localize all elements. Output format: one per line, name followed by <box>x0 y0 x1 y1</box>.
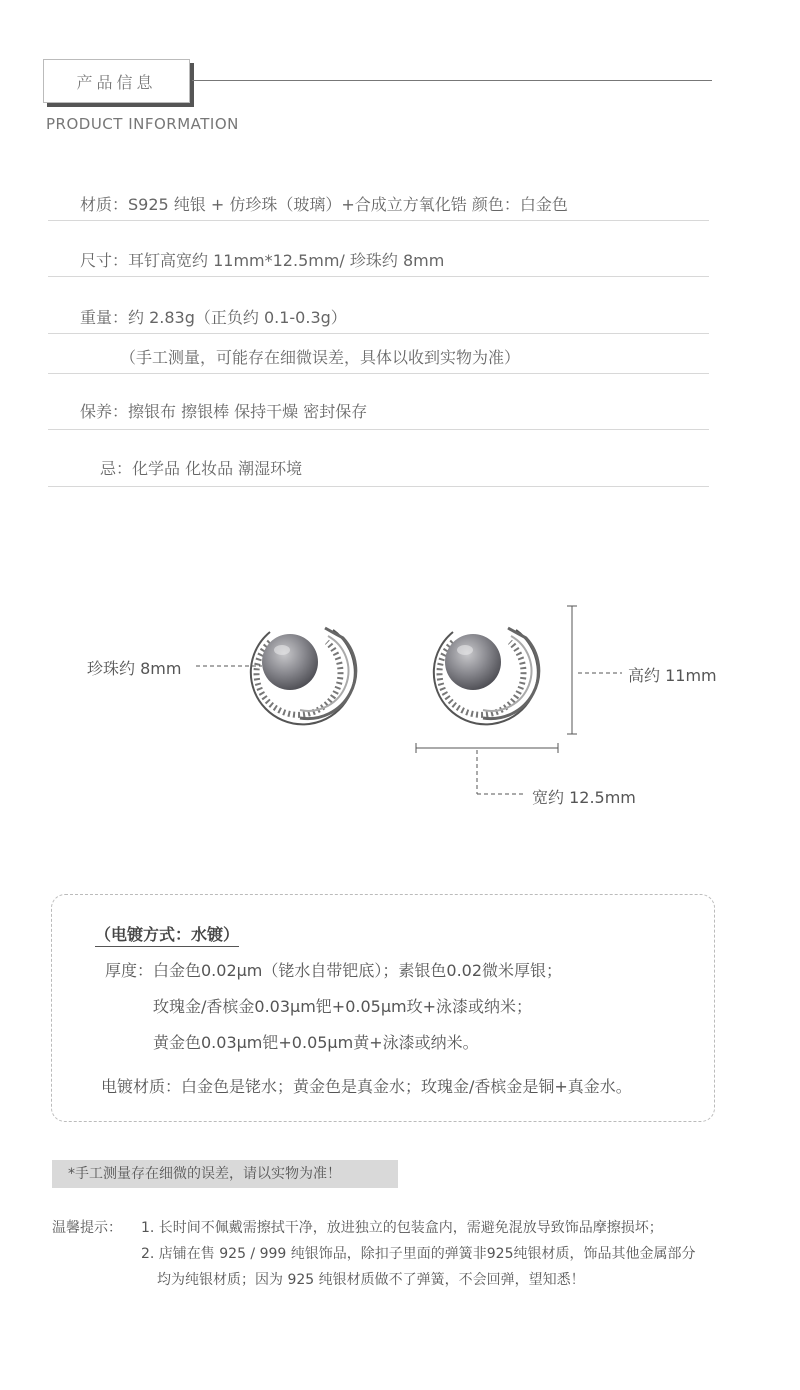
pearl-icon <box>262 634 318 690</box>
spec-row-size <box>48 238 709 277</box>
plating-thickness-1: 厚度：白金色0.02μm（铑水自带钯底）；素银色0.02微米厚银； <box>105 961 563 980</box>
plating-heading <box>95 922 239 945</box>
section-subtitle: PRODUCT INFORMATION <box>46 115 239 133</box>
pearl-size-label: 珍珠约 8mm <box>87 659 182 678</box>
spec-weight-note-text: （手工测量，可能存在细微误差，具体以收到实物为准） <box>120 348 521 367</box>
spec-row-material <box>48 182 709 221</box>
tips-label: 温馨提示： <box>52 1220 122 1236</box>
spec-row-avoid <box>48 447 709 487</box>
spec-avoid-text: 忌：化学品 化妆品 潮湿环境 <box>100 459 303 478</box>
spec-material-text: 材质：S925 纯银 + 仿珍珠（玻璃）+合成立方氧化锆 颜色：白金色 <box>80 195 568 214</box>
tips-line-2: 2. 店铺在售 925 / 999 纯银饰品，除扣子里面的弹簧非925纯银材质，饰品其他金属部分 <box>141 1246 696 1262</box>
plating-thickness-2: 玫瑰金/香槟金0.03μm钯+0.05μm玫+泳漆或纳米； <box>153 997 532 1016</box>
pearl-icon <box>445 634 501 690</box>
spec-row-care <box>48 390 709 430</box>
spec-size-text: 尺寸：耳钉高宽约 11mm*12.5mm/ 珍珠约 8mm <box>80 251 445 270</box>
spec-care-text: 保养：擦银布 擦银棒 保持干燥 密封保存 <box>80 402 368 421</box>
plating-thickness-3: 黄金色0.03μm钯+0.05μm黄+泳漆或纳米。 <box>153 1033 479 1052</box>
tips-line-3: 均为纯银材质；因为 925 纯银材质做不了弹簧，不会回弹，望知悉！ <box>157 1272 585 1288</box>
section-title: 产品信息 <box>76 72 157 92</box>
height-label: 高约 11mm <box>628 666 717 685</box>
spec-weight-text: 重量：约 2.83g（正负约 0.1-0.3g） <box>80 308 347 327</box>
plating-heading-text: （电镀方式：水镀） <box>95 925 239 947</box>
earring-front-view <box>251 628 356 724</box>
spec-row-weight-note <box>48 334 709 374</box>
tips-line-1: 1. 长时间不佩戴需擦拭干净，放进独立的包装盒内，需避免混放导致饰品摩擦损坏； <box>141 1220 663 1236</box>
title-divider <box>192 80 712 81</box>
earring-side-view <box>434 628 539 724</box>
earring-diagram <box>0 590 800 820</box>
section-title-box <box>43 59 190 103</box>
measurement-note: *手工测量存在细微的误差，请以实物为准！ <box>52 1160 398 1188</box>
width-label: 宽约 12.5mm <box>532 788 636 807</box>
plating-material: 电镀材质：白金色是铑水；黄金色是真金水；玫瑰金/香槟金是铜+真金水。 <box>101 1077 632 1096</box>
spec-row-weight <box>48 295 709 334</box>
